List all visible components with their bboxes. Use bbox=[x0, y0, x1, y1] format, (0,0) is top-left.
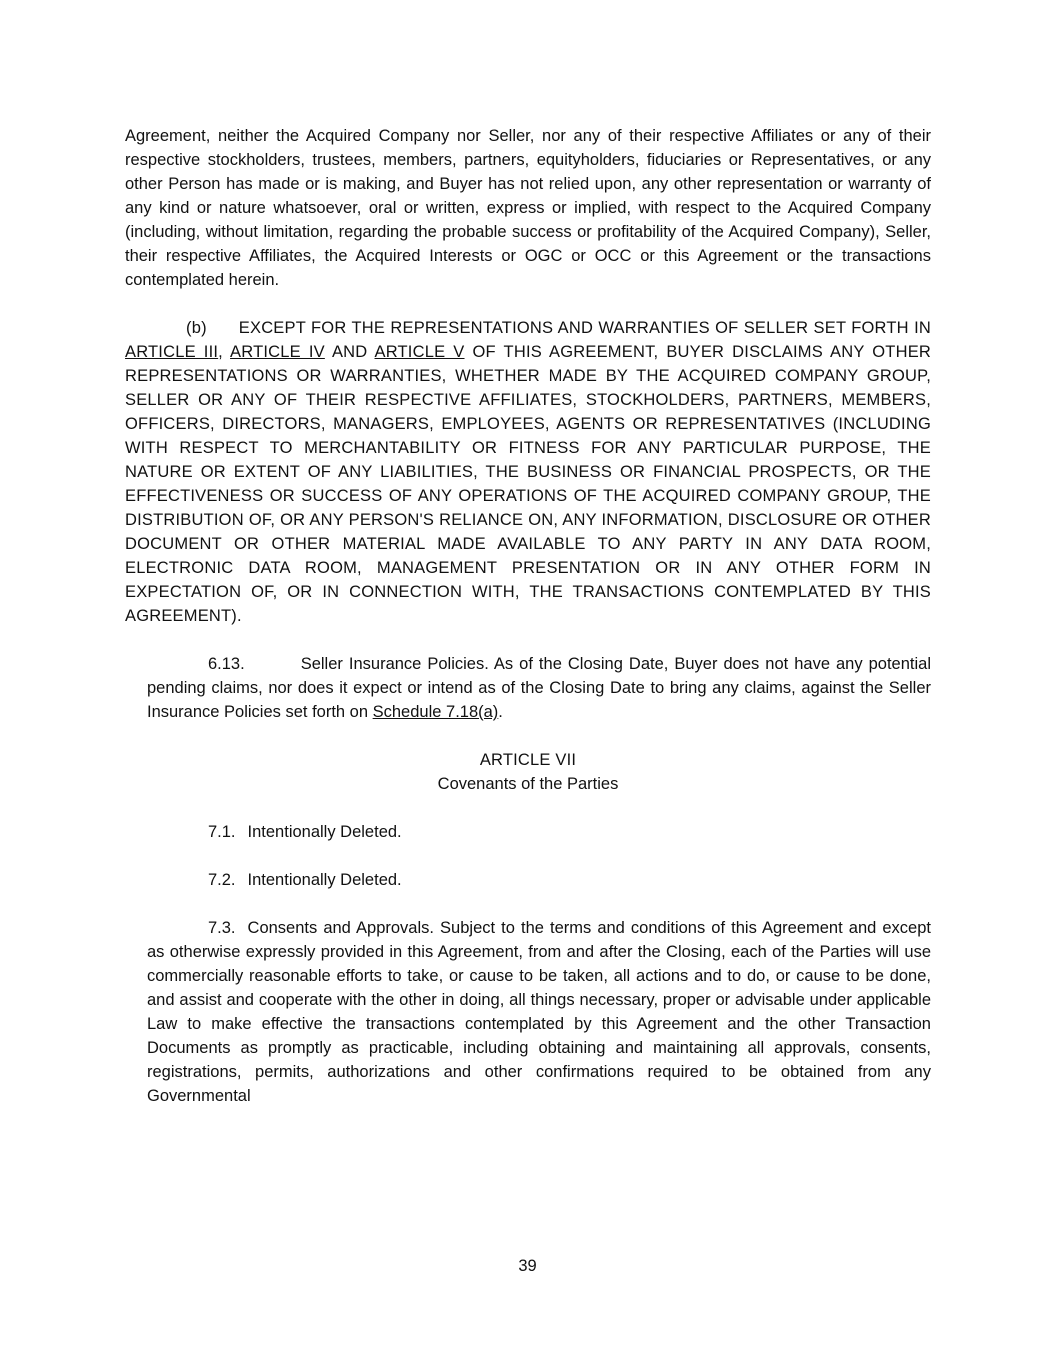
schedule-718a-reference: Schedule 7.18(a) bbox=[372, 703, 499, 721]
section-7-3 bbox=[147, 916, 931, 1108]
section-6-13-text: Seller Insurance Policies. As of the Closing Date, Buyer does not have any potential pending claims, nor does it expect or intend as of the Closing Date to bring any claims, against the Seller Insurance Policies set forth on bbox=[147, 655, 931, 721]
clause-b-text-1: EXCEPT FOR THE REPRESENTATIONS AND WARRANTIES OF SELLER SET FORTH IN bbox=[238, 319, 931, 337]
section-7-3-text: Consents and Approvals. Subject to the terms and conditions of this Agreement and except as otherwise expressly provided in this Agreement, from and after the Closing, each of the Parties will use commercially reasonable efforts to take, or cause to be taken, all actions and to do, or cause to be done, and assist and cooperate with the other in doing, all things necessary, proper or advisable under applicable Law to make effective the transactions contemplated by this Agreement and the other Transaction Documents as promptly as practicable, including obtaining and maintaining all approvals, consents, registrations, permits, authorizations and other confirmations required to be obtained from any Governmental bbox=[147, 919, 931, 1105]
section-7-3-number: 7.3. bbox=[208, 919, 236, 937]
section-6-13-number: 6.13. bbox=[208, 655, 245, 673]
page-number: 39 bbox=[518, 1257, 537, 1275]
article-vii-subheading: Covenants of the Parties bbox=[437, 775, 619, 793]
section-7-2 bbox=[147, 868, 931, 892]
article-iv-reference: ARTICLE IV bbox=[230, 343, 325, 361]
clause-b-label: (b) bbox=[186, 319, 207, 337]
clause-b-text-2: , bbox=[218, 343, 231, 361]
section-6-13 bbox=[147, 652, 931, 724]
section-7-2-number: 7.2. bbox=[208, 871, 236, 889]
article-vii-heading: ARTICLE VII bbox=[479, 751, 577, 769]
section-7-2-text: Intentionally Deleted. bbox=[247, 871, 402, 889]
article-v-reference: ARTICLE V bbox=[374, 343, 465, 361]
section-7-1-number: 7.1. bbox=[208, 823, 236, 841]
section-7-1-text: Intentionally Deleted. bbox=[247, 823, 402, 841]
clause-b-text-3: AND bbox=[324, 343, 375, 361]
section-7-1 bbox=[147, 820, 931, 844]
clause-b-text-4: OF THIS AGREEMENT, BUYER DISCLAIMS ANY OTHER REPRESENTATIONS OR WARRANTIES, WHETHER MADE BY THE ACQUIRED COMPANY GROUP, SELLER OR ANY OF THEIR RESPECTIVE AFFILIATES, STOCKHOLDERS, PARTNERS, MEMBERS, OFFICERS, DIRECTORS, MANAGERS, EMPLOYEES, AGENTS OR REPRESENTATIVES (INCLUDING WITH RESPECT TO MERCHANTABILITY OR FITNESS FOR ANY PARTICULAR PURPOSE, THE NATURE OR EXTENT OF ANY LIABILITIES, THE BUSINESS OR FINANCIAL PROSPECTS, OR THE EFFECTIVENESS OR SUCCESS OF ANY OPERATIONS OF THE ACQUIRED COMPANY GROUP, THE DISTRIBUTION OF, OR ANY PERSON'S RELIANCE ON, ANY INFORMATION, DISCLOSURE OR OTHER DOCUMENT OR OTHER MATERIAL MADE AVAILABLE TO ANY PARTY IN ANY DATA ROOM, ELECTRONIC DATA ROOM, MANAGEMENT PRESENTATION OR IN ANY OTHER FORM IN EXPECTATION OF, OR IN CONNECTION WITH, THE TRANSACTIONS CONTEMPLATED BY THIS AGREEMENT). bbox=[125, 343, 932, 625]
section-6-13-period: . bbox=[498, 703, 503, 721]
page-content bbox=[125, 124, 931, 1132]
paragraph-continuation: Agreement, neither the Acquired Company nor Seller, nor any of their respective Affiliates or any of their respective stockholders, trustees, members, partners, equityholders, fiduciaries or Representatives, or any other Person has made or is making, and Buyer has not relied upon, any other representation or warranty of any kind or nature whatsoever, oral or written, express or implied, with respect to the Acquired Company (including, without limitation, regarding the probable success or profitability of the Acquired Company), Seller, their respective Affiliates, the Acquired Interests or OGC or OCC or this Agreement or the transactions contemplated herein. bbox=[125, 127, 931, 289]
paragraph-b bbox=[125, 316, 931, 628]
article-iii-reference: ARTICLE III bbox=[125, 343, 219, 361]
